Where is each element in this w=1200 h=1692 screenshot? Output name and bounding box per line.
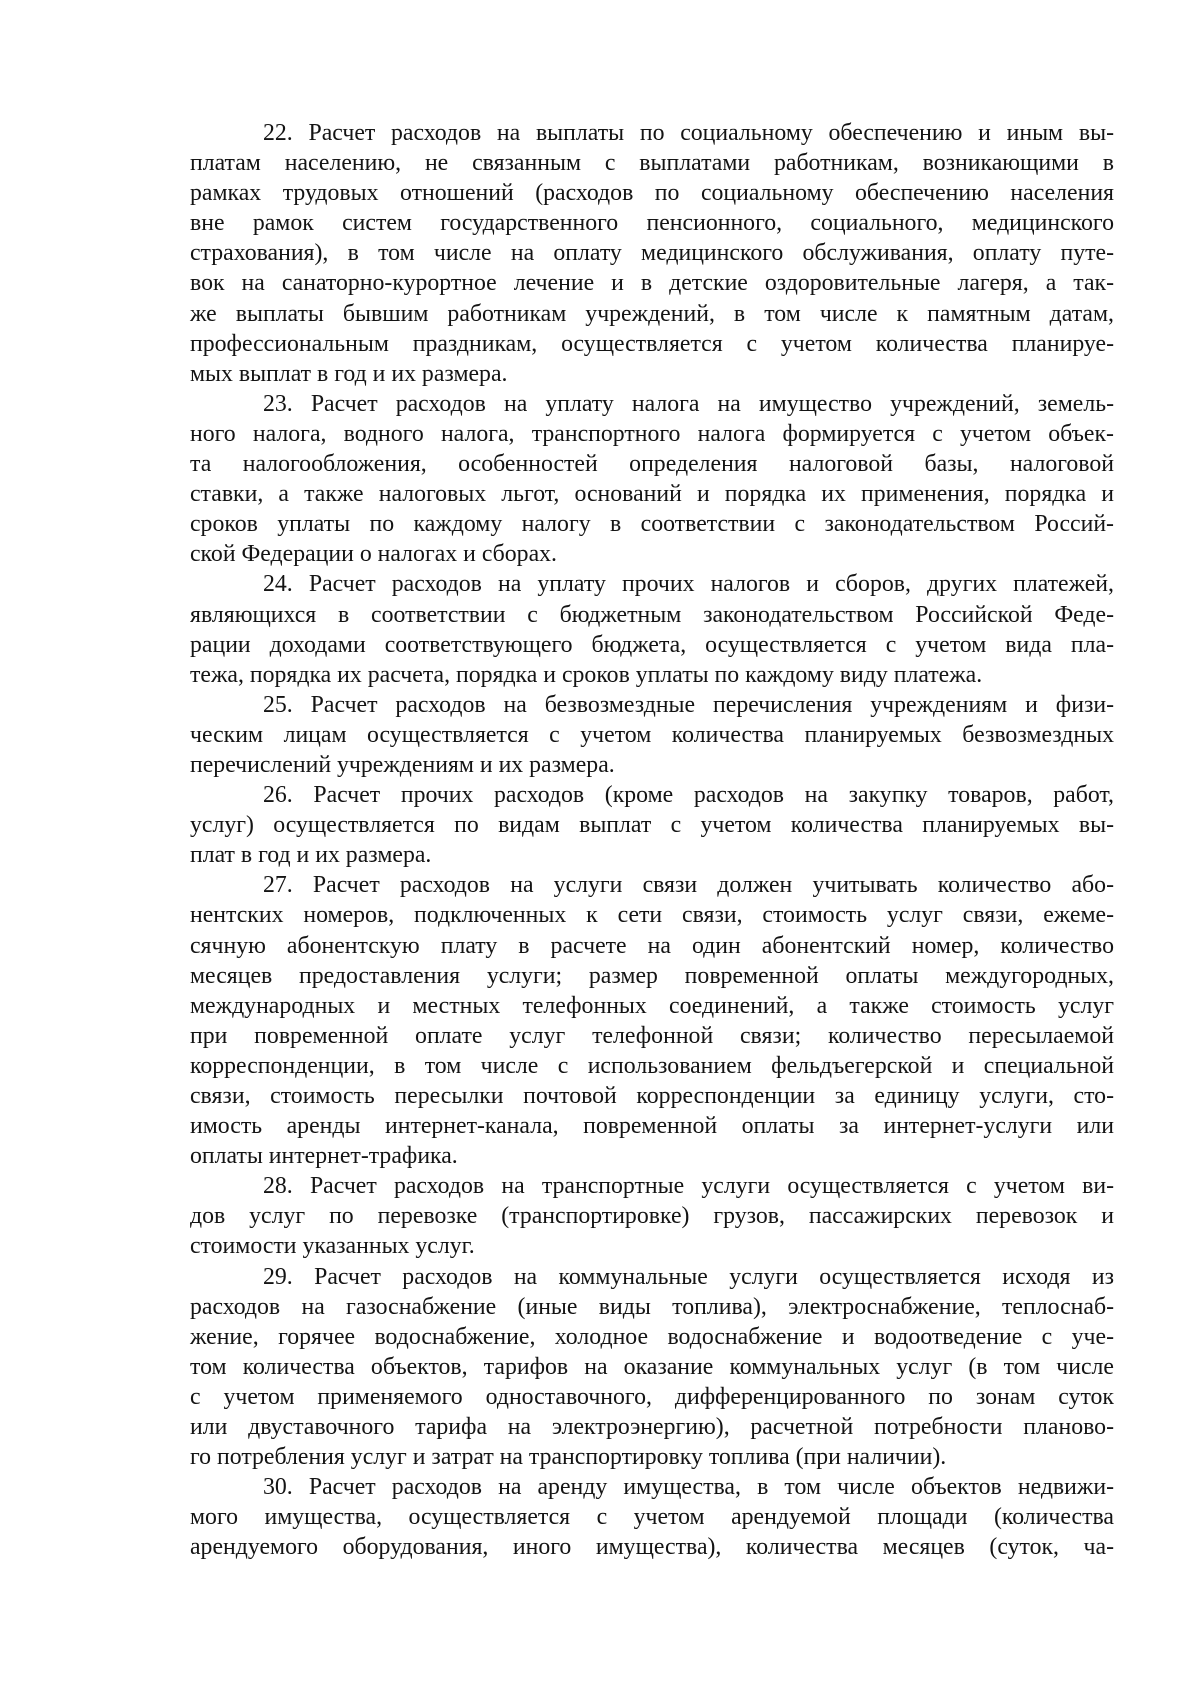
paragraph-30 (190, 1472, 1114, 1562)
paragraph-27 (190, 870, 1114, 1171)
paragraph-22 (190, 118, 1114, 389)
text-line: рамках трудовых отношений (расходов по социальному обеспечению населения (190, 180, 1114, 207)
text-line: или двуставочного тарифа на электроэнергию), расчетной потребности планово- (190, 1414, 1114, 1441)
text-line: 26. Расчет прочих расходов (кроме расходов на закупку товаров, работ, (263, 782, 1114, 809)
text-line: та налогообложения, особенностей определения налоговой базы, налоговой (190, 451, 1114, 478)
text-line: с учетом применяемого одноставочного, дифференцированного по зонам суток (190, 1383, 1114, 1410)
text-line: месяцев предоставления услуги; размер повременной оплаты междугородных, (190, 962, 1114, 989)
text-line: сроков уплаты по каждому налогу в соответствии с законодательством Россий- (190, 511, 1114, 538)
text-line: связи, стоимость пересылки почтовой корреспонденции за единицу услуги, сто- (190, 1083, 1114, 1109)
text-line: платам населению, не связанным с выплатами работникам, возникающими в (190, 150, 1114, 177)
text-line: мых выплат в год и их размера. (190, 360, 508, 387)
text-line: плат в год и их размера. (190, 842, 432, 869)
paragraph-26 (190, 780, 1114, 870)
text-line: мого имущества, осуществляется с учетом арендуемой площади (количества (190, 1504, 1114, 1531)
text-line: дов услуг по перевозке (транспортировке) грузов, пассажирских перевозок и (190, 1203, 1114, 1230)
text-line: 30. Расчет расходов на аренду имущества, в том числе объектов недвижи- (263, 1474, 1114, 1501)
text-line: том количества объектов, тарифов на оказание коммунальных услуг (в том числе (190, 1353, 1114, 1380)
text-line: оплаты интернет-трафика. (190, 1143, 458, 1170)
text-line: являющихся в соответствии с бюджетным законодательством Российской Феде- (190, 601, 1114, 628)
text-line: расходов на газоснабжение (иные виды топлива), электроснабжение, теплоснаб- (190, 1293, 1114, 1320)
text-line: 27. Расчет расходов на услуги связи должен учитывать количество або- (263, 872, 1114, 899)
text-line: страхования), в том числе на оплату медицинского обслуживания, оплату путе- (190, 240, 1114, 267)
text-line: жение, горячее водоснабжение, холодное водоснабжение и водоотведение с уче- (190, 1323, 1114, 1350)
text-line: го потребления услуг и затрат на транспортировку топлива (при наличии). (190, 1444, 947, 1471)
paragraph-25 (190, 690, 1114, 780)
text-line: профессиональным праздникам, осуществляется с учетом количества планируе- (190, 330, 1114, 357)
text-line: услуг) осуществляется по видам выплат с учетом количества планируемых вы- (190, 812, 1114, 839)
text-line: корреспонденции, в том числе с использованием фельдъегерской и специальной (190, 1052, 1114, 1079)
text-line: нентских номеров, подключенных к сети связи, стоимость услуг связи, ежеме- (190, 902, 1114, 929)
text-line: ческим лицам осуществляется с учетом количества планируемых безвозмездных (190, 721, 1114, 748)
paragraph-29 (190, 1262, 1114, 1473)
text-line: 28. Расчет расходов на транспортные услуги осуществляется с учетом ви- (263, 1173, 1114, 1200)
text-line: международных и местных телефонных соединений, а также стоимость услуг (190, 992, 1114, 1019)
text-line: рации доходами соответствующего бюджета, осуществляется с учетом вида пла- (190, 631, 1114, 658)
paragraph-24 (190, 569, 1114, 689)
text-line: 25. Расчет расходов на безвозмездные перечисления учреждениям и физи- (263, 691, 1114, 718)
paragraph-28 (190, 1171, 1114, 1261)
text-line: вок на санаторно-курортное лечение и в детские оздоровительные лагеря, а так- (190, 270, 1114, 297)
text-line: 22. Расчет расходов на выплаты по социальному обеспечению и иным вы- (263, 120, 1114, 146)
text-line: перечислений учреждениям и их размера. (190, 751, 615, 778)
text-line: сячную абонентскую плату в расчете на один абонентский номер, количество (190, 932, 1114, 959)
text-line: стоимости указанных услуг. (190, 1233, 475, 1260)
text-line: ской Федерации о налогах и сборах. (190, 541, 557, 568)
text-line: 29. Расчет расходов на коммунальные услуги осуществляется исходя из (263, 1263, 1114, 1290)
text-line: ного налога, водного налога, транспортного налога формируется с учетом объек- (190, 420, 1114, 447)
text-line: же выплаты бывшим работникам учреждений, в том числе к памятным датам, (190, 300, 1114, 327)
text-line: ставки, а также налоговых льгот, оснований и порядка их применения, порядка и (190, 481, 1114, 508)
text-line: имость аренды интернет-канала, повременной оплаты за интернет-услуги или (190, 1113, 1114, 1140)
paragraph-23 (190, 389, 1114, 570)
text-line: тежа, порядка их расчета, порядка и сроков уплаты по каждому виду платежа. (190, 661, 983, 688)
text-line: арендуемого оборудования, иного имущества), количества месяцев (суток, ча- (190, 1534, 1114, 1561)
document-body (190, 118, 1114, 1563)
text-line: 23. Расчет расходов на уплату налога на имущество учреждений, земель- (263, 390, 1114, 417)
text-line: вне рамок систем государственного пенсионного, социального, медицинского (190, 210, 1114, 237)
text-line: 24. Расчет расходов на уплату прочих налогов и сборов, других платежей, (263, 571, 1114, 598)
text-line: при повременной оплате услуг телефонной связи; количество пересылаемой (190, 1022, 1114, 1049)
